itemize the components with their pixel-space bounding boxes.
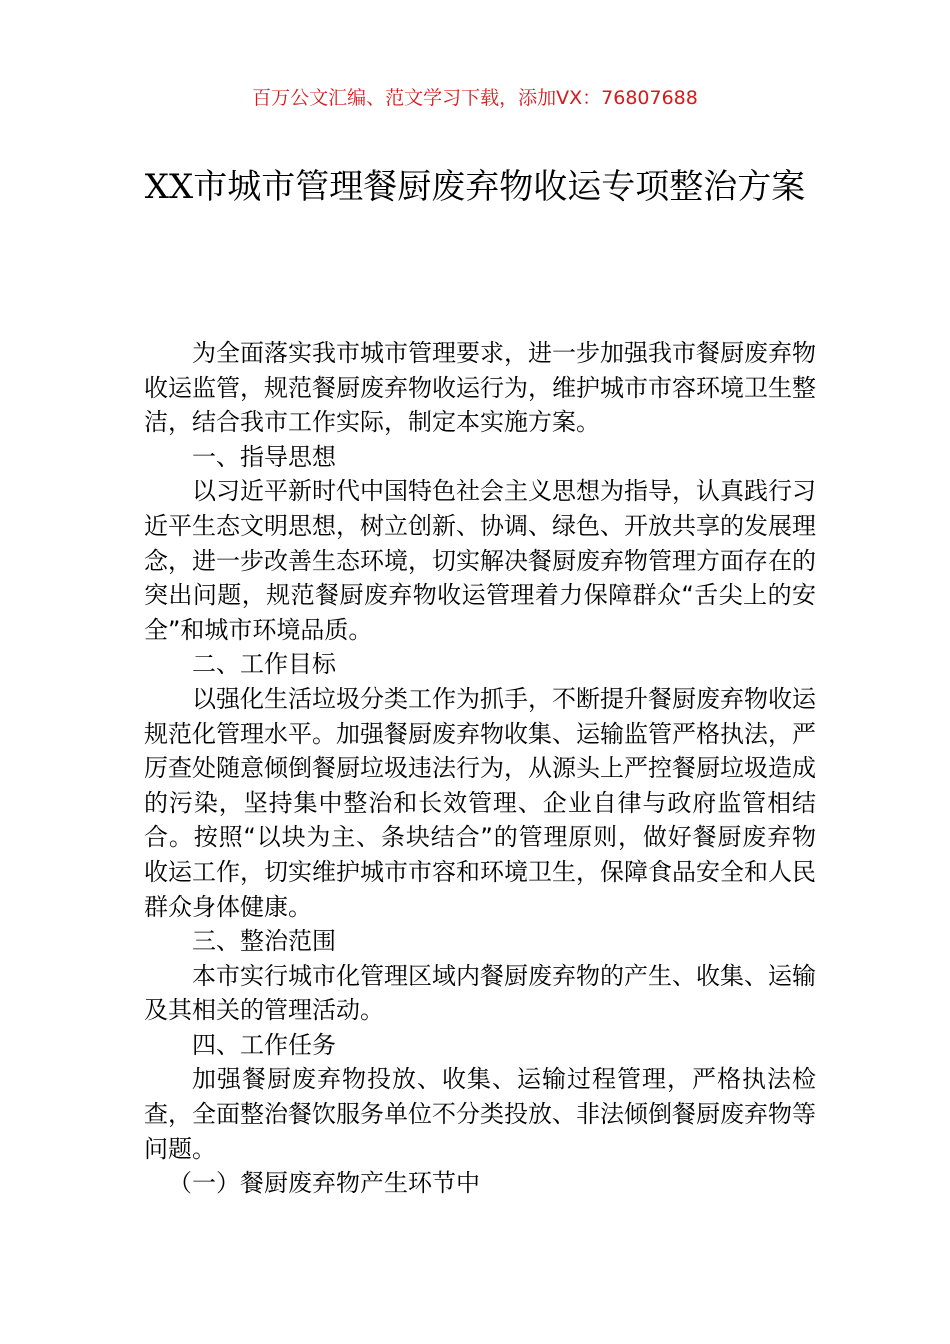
body-paragraph: 以习近平新时代中国特色社会主义思想为指导，认真践行习近平生态文明思想，树立创新、协调、绿色、开放共享的发展理念，进一步改善生态环境，切实解决餐厨废弃物管理方面存在的突出问题，规范餐厨废弃物收运管理着力保障群众“舌尖上的安全”和城市环境品质。: [144, 477, 816, 644]
body-paragraph: 加强餐厨废弃物投放、收集、运输过程管理，严格执法检查，全面整治餐饮服务单位不分类投放、非法倾倒餐厨废弃物等问题。: [144, 1065, 816, 1163]
section-heading: 三、整治范围: [192, 927, 336, 956]
body-paragraph: 本市实行城市化管理区域内餐厨废弃物的产生、收集、运输及其相关的管理活动。: [144, 961, 816, 1025]
intro-paragraph: 为全面落实我市城市管理要求，进一步加强我市餐厨废弃物收运监管，规范餐厨废弃物收运行为，维护城市市容环境卫生整洁，结合我市工作实际，制定本实施方案。: [144, 339, 816, 437]
body-paragraph: 以强化生活垃圾分类工作为抓手，不断提升餐厨废弃物收运规范化管理水平。加强餐厨废弃物收集、运输监管严格执法，严厉查处随意倾倒餐厨垃圾违法行为，从源头上严控餐厨垃圾造成的污染，坚持集中整治和长效管理、企业自律与政府监管相结合。按照“以块为主、条块结合”的管理原则，做好餐厨废弃物收运工作，切实维护城市市容和环境卫生，保障食品安全和人民群众身体健康。: [144, 684, 816, 921]
subsection-heading: （一）餐厨废弃物产生环节中: [168, 1169, 480, 1198]
document-body: [144, 336, 816, 1201]
header-note: 百万公文汇编、范文学习下载，添加VX：76807688: [252, 87, 698, 109]
section-heading: 二、工作目标: [192, 650, 336, 679]
section-heading: 四、工作任务: [192, 1030, 336, 1059]
document-title: XX市城市管理餐厨废弃物收运专项整治方案: [144, 167, 806, 207]
section-heading: 一、指导思想: [192, 442, 336, 471]
